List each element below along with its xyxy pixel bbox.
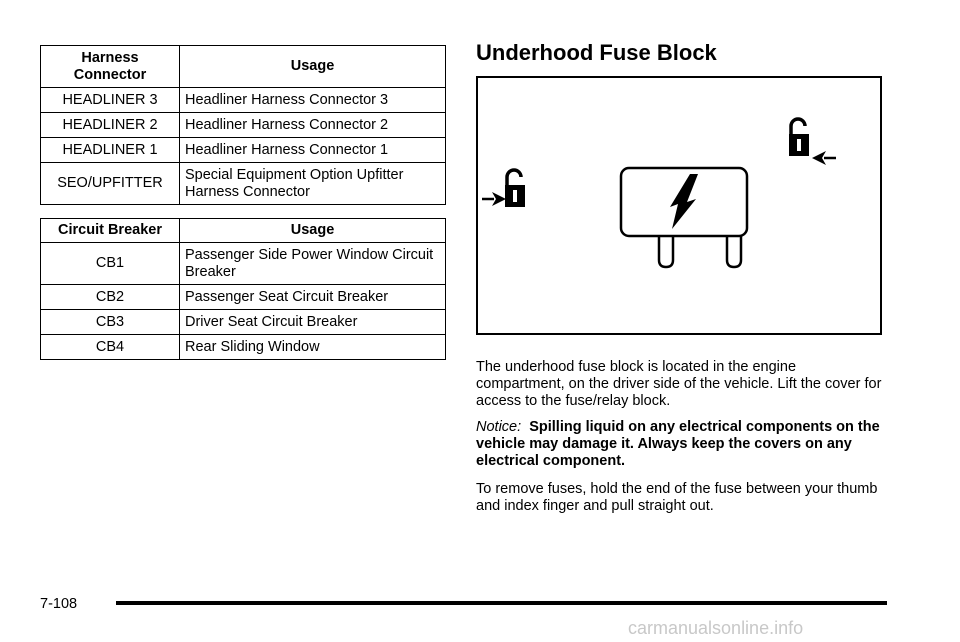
table-cell: Driver Seat Circuit Breaker xyxy=(180,310,446,335)
notice-label: Notice: xyxy=(476,419,522,435)
watermark: carmanualsonline.info xyxy=(628,618,804,638)
table-cell: Passenger Seat Circuit Breaker xyxy=(180,285,446,310)
location-paragraph: The underhood fuse block is located in the engine compartment, on the driver side of the vehicle. Lift the cover for access to the fuse/relay block. xyxy=(476,359,882,409)
section-title: Underhood Fuse Block xyxy=(476,40,717,65)
notice-text: Spilling liquid on any electrical components on the vehicle may damage it. Always keep the covers on any electrical component. xyxy=(476,419,880,469)
table-row xyxy=(41,113,446,138)
table-cell: CB1 xyxy=(41,243,180,285)
unlock-arrow-icon xyxy=(789,119,836,165)
fuse-lightning-icon xyxy=(621,168,747,267)
column-header: Usage xyxy=(180,219,446,243)
notice-paragraph xyxy=(476,419,886,470)
column-header: Circuit Breaker xyxy=(41,219,180,243)
page-number: 7-108 xyxy=(40,596,78,612)
table-cell: SEO/UPFITTER xyxy=(41,163,180,205)
column-header: Harness Connector xyxy=(41,46,180,88)
table-cell: Headliner Harness Connector 2 xyxy=(180,113,446,138)
fuse-block-figure xyxy=(476,76,882,335)
unlock-arrow-icon xyxy=(482,170,525,207)
table-row xyxy=(41,243,446,285)
table-row xyxy=(41,138,446,163)
table-cell: CB2 xyxy=(41,285,180,310)
footer-rule xyxy=(116,601,887,605)
table-cell: HEADLINER 1 xyxy=(41,138,180,163)
table-row xyxy=(41,310,446,335)
circuit-breaker-table xyxy=(40,218,446,360)
table-cell: HEADLINER 2 xyxy=(41,113,180,138)
table-cell: Special Equipment Option Upfitter Harness Connector xyxy=(180,163,446,205)
column-header: Usage xyxy=(180,46,446,88)
table-row xyxy=(41,335,446,360)
table-row xyxy=(41,285,446,310)
harness-connector-table xyxy=(40,45,446,205)
table-cell: Rear Sliding Window xyxy=(180,335,446,360)
remove-fuses-paragraph: To remove fuses, hold the end of the fuse between your thumb and index finger and pull straight out. xyxy=(476,481,878,514)
table-cell: Headliner Harness Connector 1 xyxy=(180,138,446,163)
table-cell: CB3 xyxy=(41,310,180,335)
table-cell: CB4 xyxy=(41,335,180,360)
table-row xyxy=(41,88,446,113)
table-row xyxy=(41,163,446,205)
table-cell: Passenger Side Power Window Circuit Breaker xyxy=(180,243,446,285)
table-cell: HEADLINER 3 xyxy=(41,88,180,113)
table-cell: Headliner Harness Connector 3 xyxy=(180,88,446,113)
